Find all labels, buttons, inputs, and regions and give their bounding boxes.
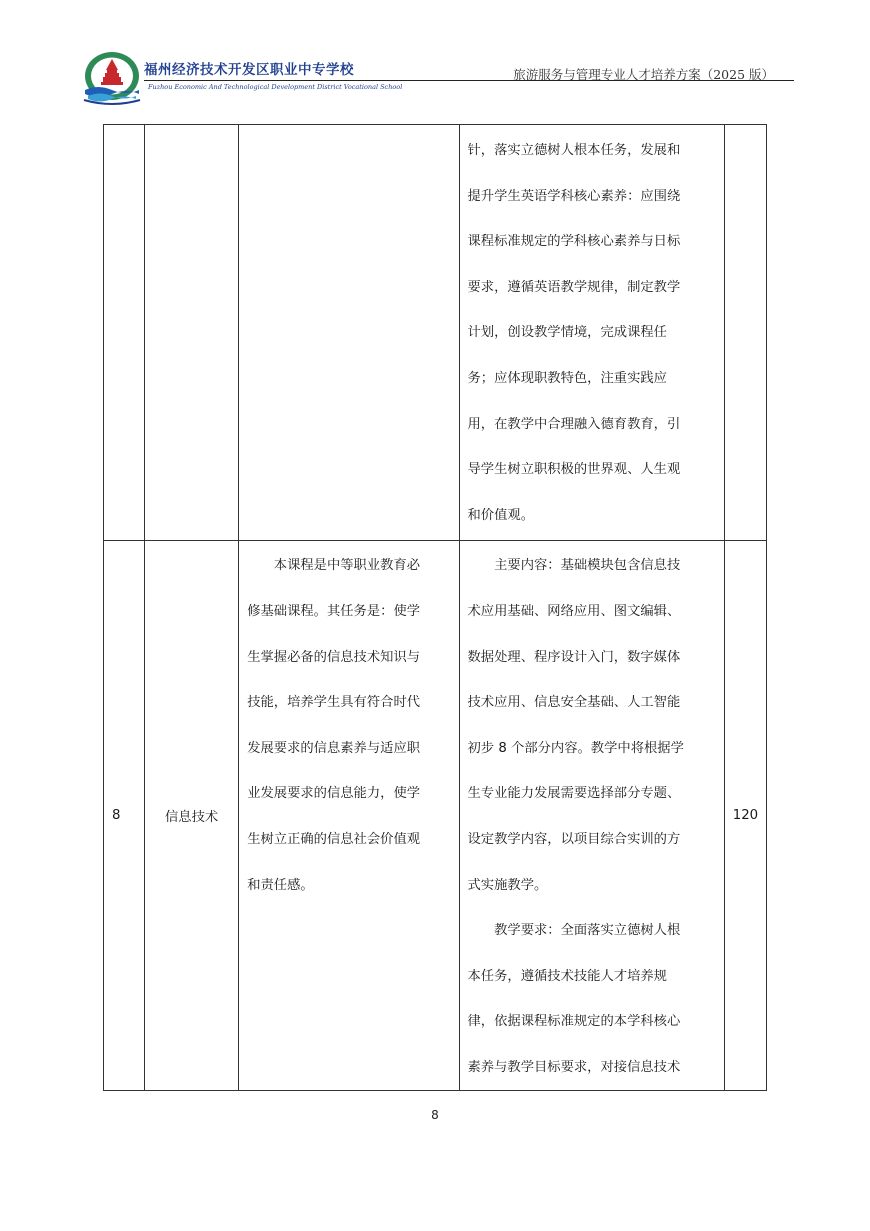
content-line: 用，在教学中合理融入德育教育，引 (467, 416, 681, 432)
objectives-line: 和责任感。 (247, 877, 314, 893)
objectives-cell (239, 541, 459, 1091)
content-line: 和价值观。 (467, 507, 534, 523)
objectives-line: 生掌握必备的信息技术知识与 (247, 649, 421, 665)
content-line: 针，落实立德树人根本任务，发展和 (467, 143, 681, 158)
content-cell (459, 125, 724, 541)
content-line: 术应用基础、网络应用、图文编辑、 (467, 603, 681, 619)
table-row (104, 541, 767, 1091)
content-line: 本任务，遵循技术技能人才培养规 (467, 968, 667, 984)
objectives-line: 技能，培养学生具有符合时代 (247, 695, 421, 711)
content-line: 务；应体现职教特色，注重实践应 (467, 370, 667, 386)
objectives-cell (239, 125, 459, 541)
content-line: 式实施教学。 (467, 877, 548, 893)
school-name-english: Fuzhou Economic And Technological Development District Vocational School (148, 83, 403, 91)
content-line: 教学要求：全面落实立德树人根 (494, 923, 681, 939)
content-line: 生专业能力发展需要选择部分专题、 (467, 786, 681, 802)
curriculum-table (103, 124, 767, 1091)
content-line: 数据处理、程序设计入门，数字媒体 (467, 649, 681, 665)
content-line: 课程标准规定的学科核心素养与日标 (467, 234, 681, 250)
content-line: 要求，遵循英语教学规律，制定教学 (467, 279, 681, 295)
school-emblem-icon (82, 50, 142, 106)
table-row (104, 125, 767, 541)
hours-cell (724, 125, 766, 541)
content-line: 设定教学内容，以项目综合实训的方 (467, 831, 681, 847)
content-line: 初步 8 个部分内容。教学中将根据学 (467, 740, 684, 756)
page-header (82, 50, 794, 106)
content-line: 导学生树立职积极的世界观、人生观 (467, 462, 681, 478)
content-line: 计划，创设教学情境，完成课程任 (467, 325, 667, 341)
course-name-cell: 信息技术 (145, 541, 239, 1091)
content-line: 律，依据课程标准规定的本学科核心 (467, 1014, 681, 1030)
index-cell (104, 125, 145, 541)
content-line: 素养与教学目标要求，对接信息技术 (467, 1059, 681, 1075)
objectives-line: 修基础课程。其任务是：使学 (247, 603, 421, 619)
school-name: 福州经济技术开发区职业中专学校 (144, 62, 354, 78)
objectives-line: 生树立正确的信息社会价值观 (247, 831, 421, 847)
content-line: 技术应用、信息安全基础、人工智能 (467, 695, 681, 711)
document-title: 旅游服务与管理专业人才培养方案（2025 版） (513, 67, 774, 82)
course-name-cell (145, 125, 239, 541)
index-cell: 8 (104, 541, 145, 1091)
content-line: 提升学生英语学科核心素养：应围绕 (467, 188, 681, 204)
hours-cell: 120 (724, 541, 766, 1091)
objectives-line: 发展要求的信息素养与适应职 (247, 740, 421, 756)
page-number: 8 (431, 1108, 439, 1122)
content-cell (459, 541, 724, 1091)
content-line: 主要内容：基础模块包含信息技 (494, 558, 681, 574)
objectives-line: 业发展要求的信息能力，使学 (247, 786, 421, 802)
objectives-line: 本课程是中等职业教育必 (273, 558, 421, 574)
